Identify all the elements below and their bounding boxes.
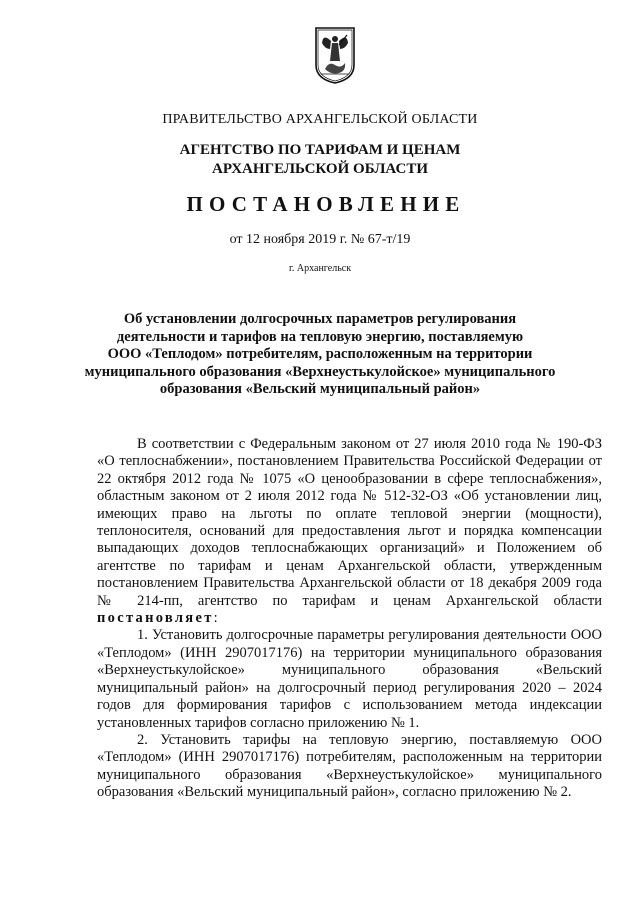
- item-2-paragraph: 2. Установить тарифы на тепловую энергию, поставляемую ООО «Теплодом» (ИНН 2907017176) потребителям, расположенным на территории муниципального образования «Верхнеустькулойское» муниципального образования «Вельский муниципальный район», согласно приложению № 2.: [97, 731, 602, 801]
- subject-line-3: ООО «Теплодом» потребителям, расположенным на территории: [107, 346, 533, 362]
- document-body: [97, 436, 602, 802]
- document-subject: [0, 311, 640, 399]
- item-1-paragraph: 1. Установить долгосрочные параметры регулирования деятельности ООО «Теплодом» (ИНН 2907017176) на территории муниципального образования «Верхнеустькулойское» муниципального образования «Вельский муниципальный район» на долгосрочный период регулирования 2020 – 2024 годов для формирования тарифов с использованием метода индексации установленных тарифов согласно приложению № 1.: [97, 627, 602, 731]
- agency-name-line-2: АРХАНГЕЛЬСКОЙ ОБЛАСТИ: [212, 161, 428, 177]
- subject-line-2: деятельности и тарифов на тепловую энергию, поставляемую: [116, 328, 524, 345]
- agency-name: [0, 141, 640, 179]
- subject-line-1: Об установлении долгосрочных параметров регулирования: [123, 311, 517, 327]
- decree-word: постановляет: [97, 610, 214, 627]
- decree-colon: :: [213, 610, 218, 627]
- document-date-number: от 12 ноября 2019 г. № 67-т/19: [229, 232, 411, 247]
- document-city: г. Архангельск: [288, 263, 352, 274]
- document-type: ПОСТАНОВЛЕНИЕ: [186, 192, 466, 216]
- preamble-paragraph: [97, 436, 602, 627]
- agency-name-line-1: АГЕНТСТВО ПО ТАРИФАМ И ЦЕНАМ: [179, 142, 461, 158]
- subject-line-5: образования «Вельский муниципальный район»: [159, 381, 481, 397]
- preamble-text: В соответствии с Федеральным законом от 27 июля 2010 года № 190-ФЗ «О теплоснабжении», постановлением Правительства Российской Федерации от 22 октября 2012 года № 1075 «О ценообразовании в сфере теплоснабжения», областным законом от 2 июля 2012 года № 512-32-ОЗ «Об установлении лиц, имеющих право на льготы по оплате тепловой энергии (мощности), теплоносителя, оснований для предоставления льгот и порядка компенсации выпадающих доходов теплоснабжающих организаций» и Положением об агентстве по тарифам и ценам Архангельской области, утвержденным постановлением Правительства Архангельской области от 18 декабря 2009 года № 214-пп, агентство по тарифам и ценам Архангельской области: [97, 436, 602, 609]
- government-name: ПРАВИТЕЛЬСТВО АРХАНГЕЛЬСКОЙ ОБЛАСТИ: [162, 112, 478, 127]
- subject-line-4: муниципального образования «Верхнеустькулойское» муниципального: [84, 363, 556, 380]
- archangel-coat-of-arms-icon: [313, 25, 357, 85]
